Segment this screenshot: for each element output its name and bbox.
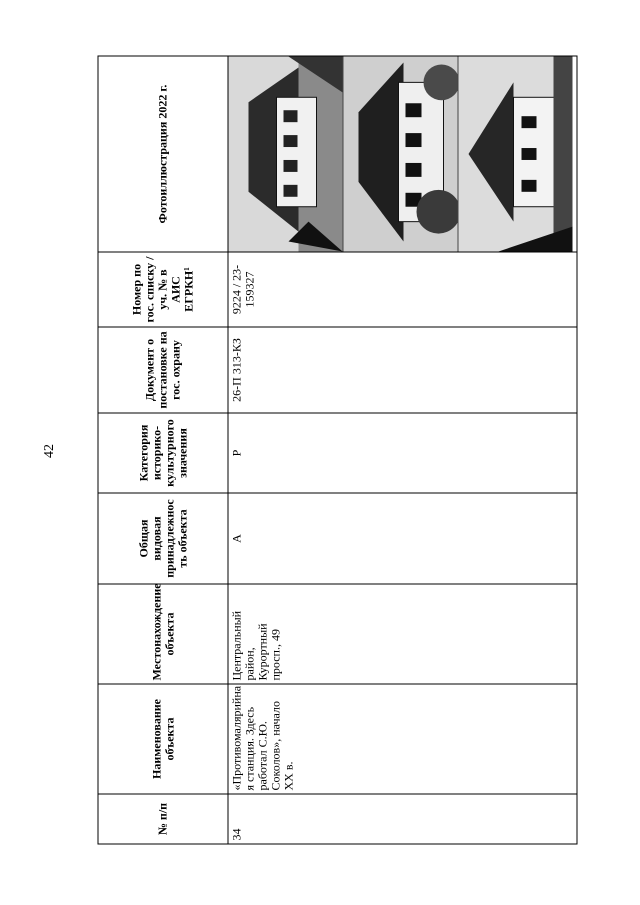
- page-number: 42: [42, 444, 57, 458]
- building-photo-2: [344, 57, 459, 252]
- cell-photos: [228, 56, 577, 252]
- cell-registry: 9224 / 23-159327: [228, 252, 577, 327]
- cell-num: 34: [228, 794, 577, 844]
- table-row: [228, 56, 577, 844]
- header-name: Наименование объекта: [98, 684, 228, 794]
- cell-name: «Противомалярийна я станция. Здесь работал С.Ю. Соколов», начало XX в.: [228, 684, 577, 794]
- table-header-row: [98, 56, 228, 844]
- header-location: Местонахождение объекта: [98, 584, 228, 684]
- building-photo-1: [229, 57, 344, 252]
- cell-category: Р: [228, 413, 577, 493]
- header-category: Категория историко-культурного значения: [98, 413, 228, 493]
- header-type: Общая видовая принадлежнос ть объекта: [98, 493, 228, 584]
- monuments-table-wrapper: [98, 57, 579, 845]
- header-photo: Фотоиллюстрация 2022 г.: [98, 56, 228, 252]
- header-num: № п/п: [98, 794, 228, 844]
- cell-type: А: [228, 493, 577, 584]
- header-document: Документ о постановке на гос. охрану: [98, 327, 228, 413]
- monuments-table: [98, 56, 578, 845]
- cell-location: Центральный район, Курортный просп., 49: [228, 584, 577, 684]
- header-registry: Номер по гос. списку /уч. № в АИС ЕГРКН¹: [98, 252, 228, 327]
- building-photo-3: [459, 57, 573, 252]
- cell-document: 26-П 313-КЗ: [228, 327, 577, 413]
